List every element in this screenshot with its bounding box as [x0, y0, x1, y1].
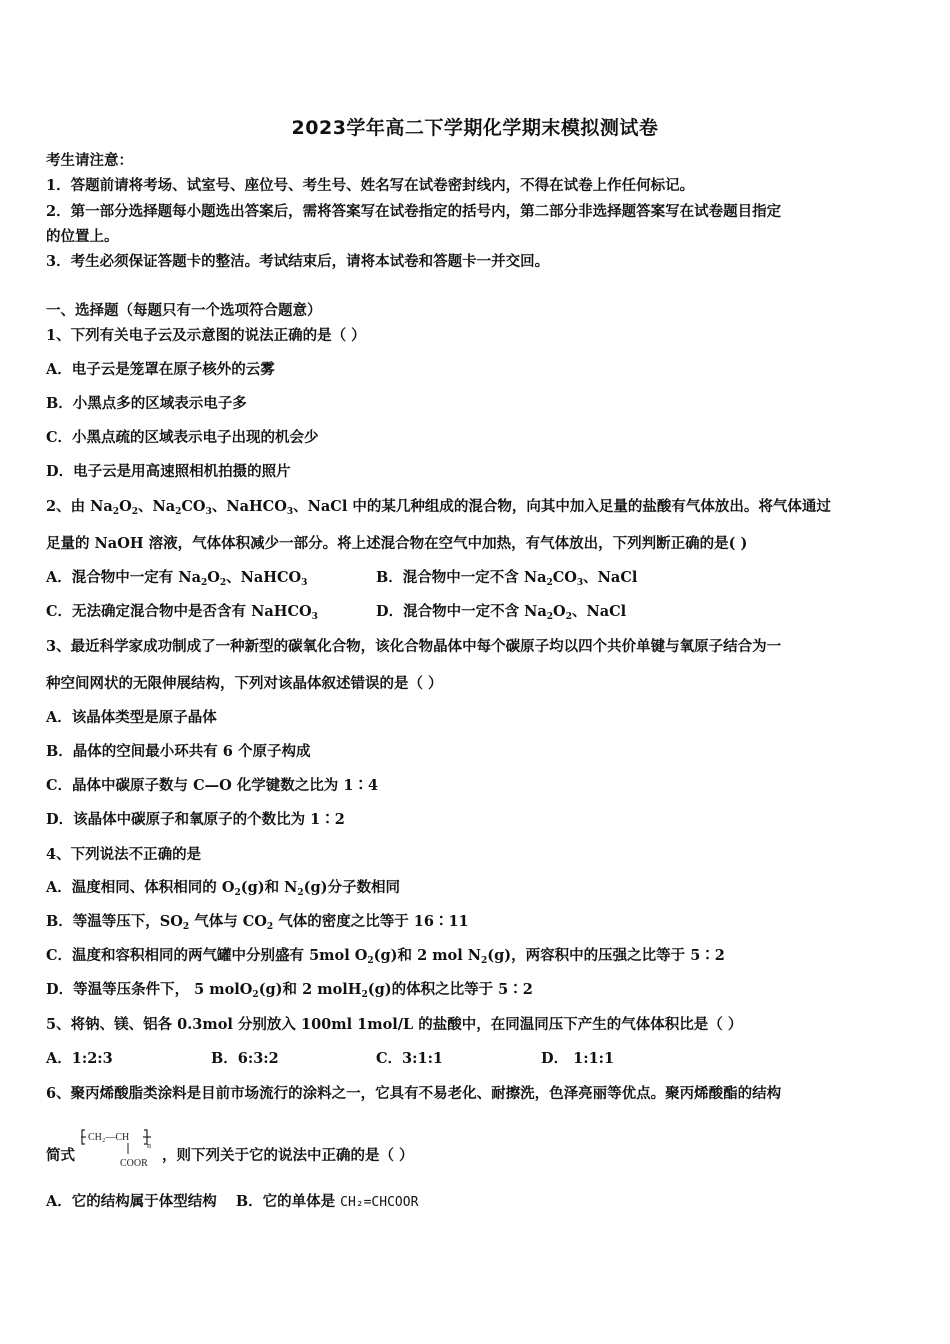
q6-option-b: B．它的单体是 CH₂=CHCOOR [235, 1193, 419, 1210]
polyacrylate-structure-formula [80, 1126, 160, 1172]
q1-stem: 1、下列有关电子云及示意图的说法正确的是（ ） [46, 327, 366, 344]
q3-option-d: D．该晶体中碳原子和氧原子的个数比为 1∶2 [46, 811, 345, 828]
q4-option-d: D．等温等压条件下， 5 molO$_2$(g)和 2 molH$_2$(g)的体积之比等于 5∶2 [46, 981, 533, 1000]
q2-options-ab [46, 568, 906, 588]
q2-option-a: A．混合物中一定有 $Na_2O_2$、NaHCO$_3$ [46, 569, 308, 588]
q2-stem-line1: 2、由 $Na_2O_2$、$Na_2CO_3$、NaHCO$_3$、NaCl 中的某几种组成的混合物，向其中加入足量的盐酸有气体放出。将气体通过 [46, 498, 831, 517]
q5-options [46, 1049, 906, 1069]
q3-stem-line2: 种空间网状的无限伸展结构，下列对该晶体叙述错误的是（ ） [46, 675, 443, 692]
q2-option-c: C．无法确定混合物中是否含有 NaHCO$_3$ [46, 603, 318, 622]
q5-option-d: D． 1:1:1 [541, 1050, 615, 1067]
q5-stem: 5、将钠、镁、铝各 0.3mol 分别放入 100ml 1mol/L 的盐酸中，在同温同压下产生的气体体积比是（ ） [46, 1016, 743, 1033]
q5-option-a: A．1:2:3 [46, 1050, 113, 1067]
formula-ester-text: COOR [120, 1158, 148, 1169]
q3-option-a: A．该晶体类型是原子晶体 [46, 709, 217, 726]
q6-stem-line2-suffix: ，则下列关于它的说法中正确的是（ ） [162, 1147, 414, 1164]
q2-option-b: B．混合物中一定不含 $Na_2CO_3$、NaCl [376, 569, 638, 588]
notice-item-3: 3．考生必须保证答题卡的整洁。考试结束后，请将本试卷和答题卡一并交回。 [46, 253, 550, 270]
page-title: 2023学年高二下学期化学期末模拟测试卷 [291, 117, 659, 139]
structure-formula-drawing [80, 1126, 160, 1172]
notice-heading: 考生请注意： [46, 152, 133, 169]
q6-options [46, 1192, 906, 1213]
q5-option-c: C．3:1:1 [376, 1050, 444, 1067]
q3-option-b: B．晶体的空间最小环共有 6 个原子构成 [46, 743, 311, 760]
q6-stem-line2-prefix: 简式 [46, 1147, 75, 1164]
q1-option-b: B．小黑点多的区域表示电子多 [46, 395, 247, 412]
q6-option-a: A．它的结构属于体型结构 [46, 1193, 217, 1210]
notice-item-2a: 2．第一部分选择题每小题选出答案后，需将答案写在试卷指定的括号内，第二部分非选择题答案写在试卷题目指定 [46, 203, 782, 220]
notice-item-2b: 的位置上。 [46, 228, 119, 245]
section-heading: 一、选择题（每题只有一个选项符合题意） [46, 302, 322, 319]
q3-option-c: C．晶体中碳原子数与 C—O 化学键数之比为 1∶4 [46, 777, 379, 794]
q5-option-b: B．6:3:2 [211, 1050, 279, 1067]
q1-option-c: C．小黑点疏的区域表示电子出现的机会少 [46, 429, 319, 446]
q1-option-d: D．电子云是用高速照相机拍摄的照片 [46, 463, 291, 480]
q2-stem-line2: 足量的 NaOH 溶液，气体体积减少一部分。将上述混合物在空气中加热，有气体放出，下列判断正确的是( ) [46, 535, 748, 552]
q4-option-b: B．等温等压下，$SO_2$ 气体与 $CO_2$ 气体的密度之比等于 16∶11 [46, 913, 469, 932]
q3-stem-line1: 3、最近科学家成功制成了一种新型的碳氧化合物，该化合物晶体中每个碳原子均以四个共价单键与氧原子结合为一 [46, 638, 782, 655]
q1-option-a: A．电子云是笼罩在原子核外的云雾 [46, 361, 275, 378]
formula-backbone-text: CH₂—CH [88, 1132, 130, 1143]
q2-option-d: D．混合物中一定不含 $Na_2O_2$、NaCl [376, 603, 627, 622]
q2-options-cd [46, 602, 906, 622]
q4-option-c: C．温度和容积相同的两气罐中分别盛有 5mol $O_2(g)$和 2 mol $N_2(g)$，两容积中的压强之比等于 5∶2 [46, 947, 725, 966]
q6-stem-line1: 6、聚丙烯酸脂类涂料是目前市场流行的涂料之一，它具有不易老化、耐擦洗，色泽亮丽等优点。聚丙烯酸酯的结构 [46, 1085, 782, 1102]
notice-item-1: 1．答题前请将考场、试室号、座位号、考生号、姓名写在试卷密封线内，不得在试卷上作任何标记。 [46, 177, 695, 194]
q4-stem: 4、下列说法不正确的是 [46, 846, 202, 863]
formula-n-text: n [147, 1141, 151, 1150]
q4-option-a: A．温度相同、体积相同的 $O_2(g)$和 $N_2(g)$分子数相同 [46, 879, 401, 898]
